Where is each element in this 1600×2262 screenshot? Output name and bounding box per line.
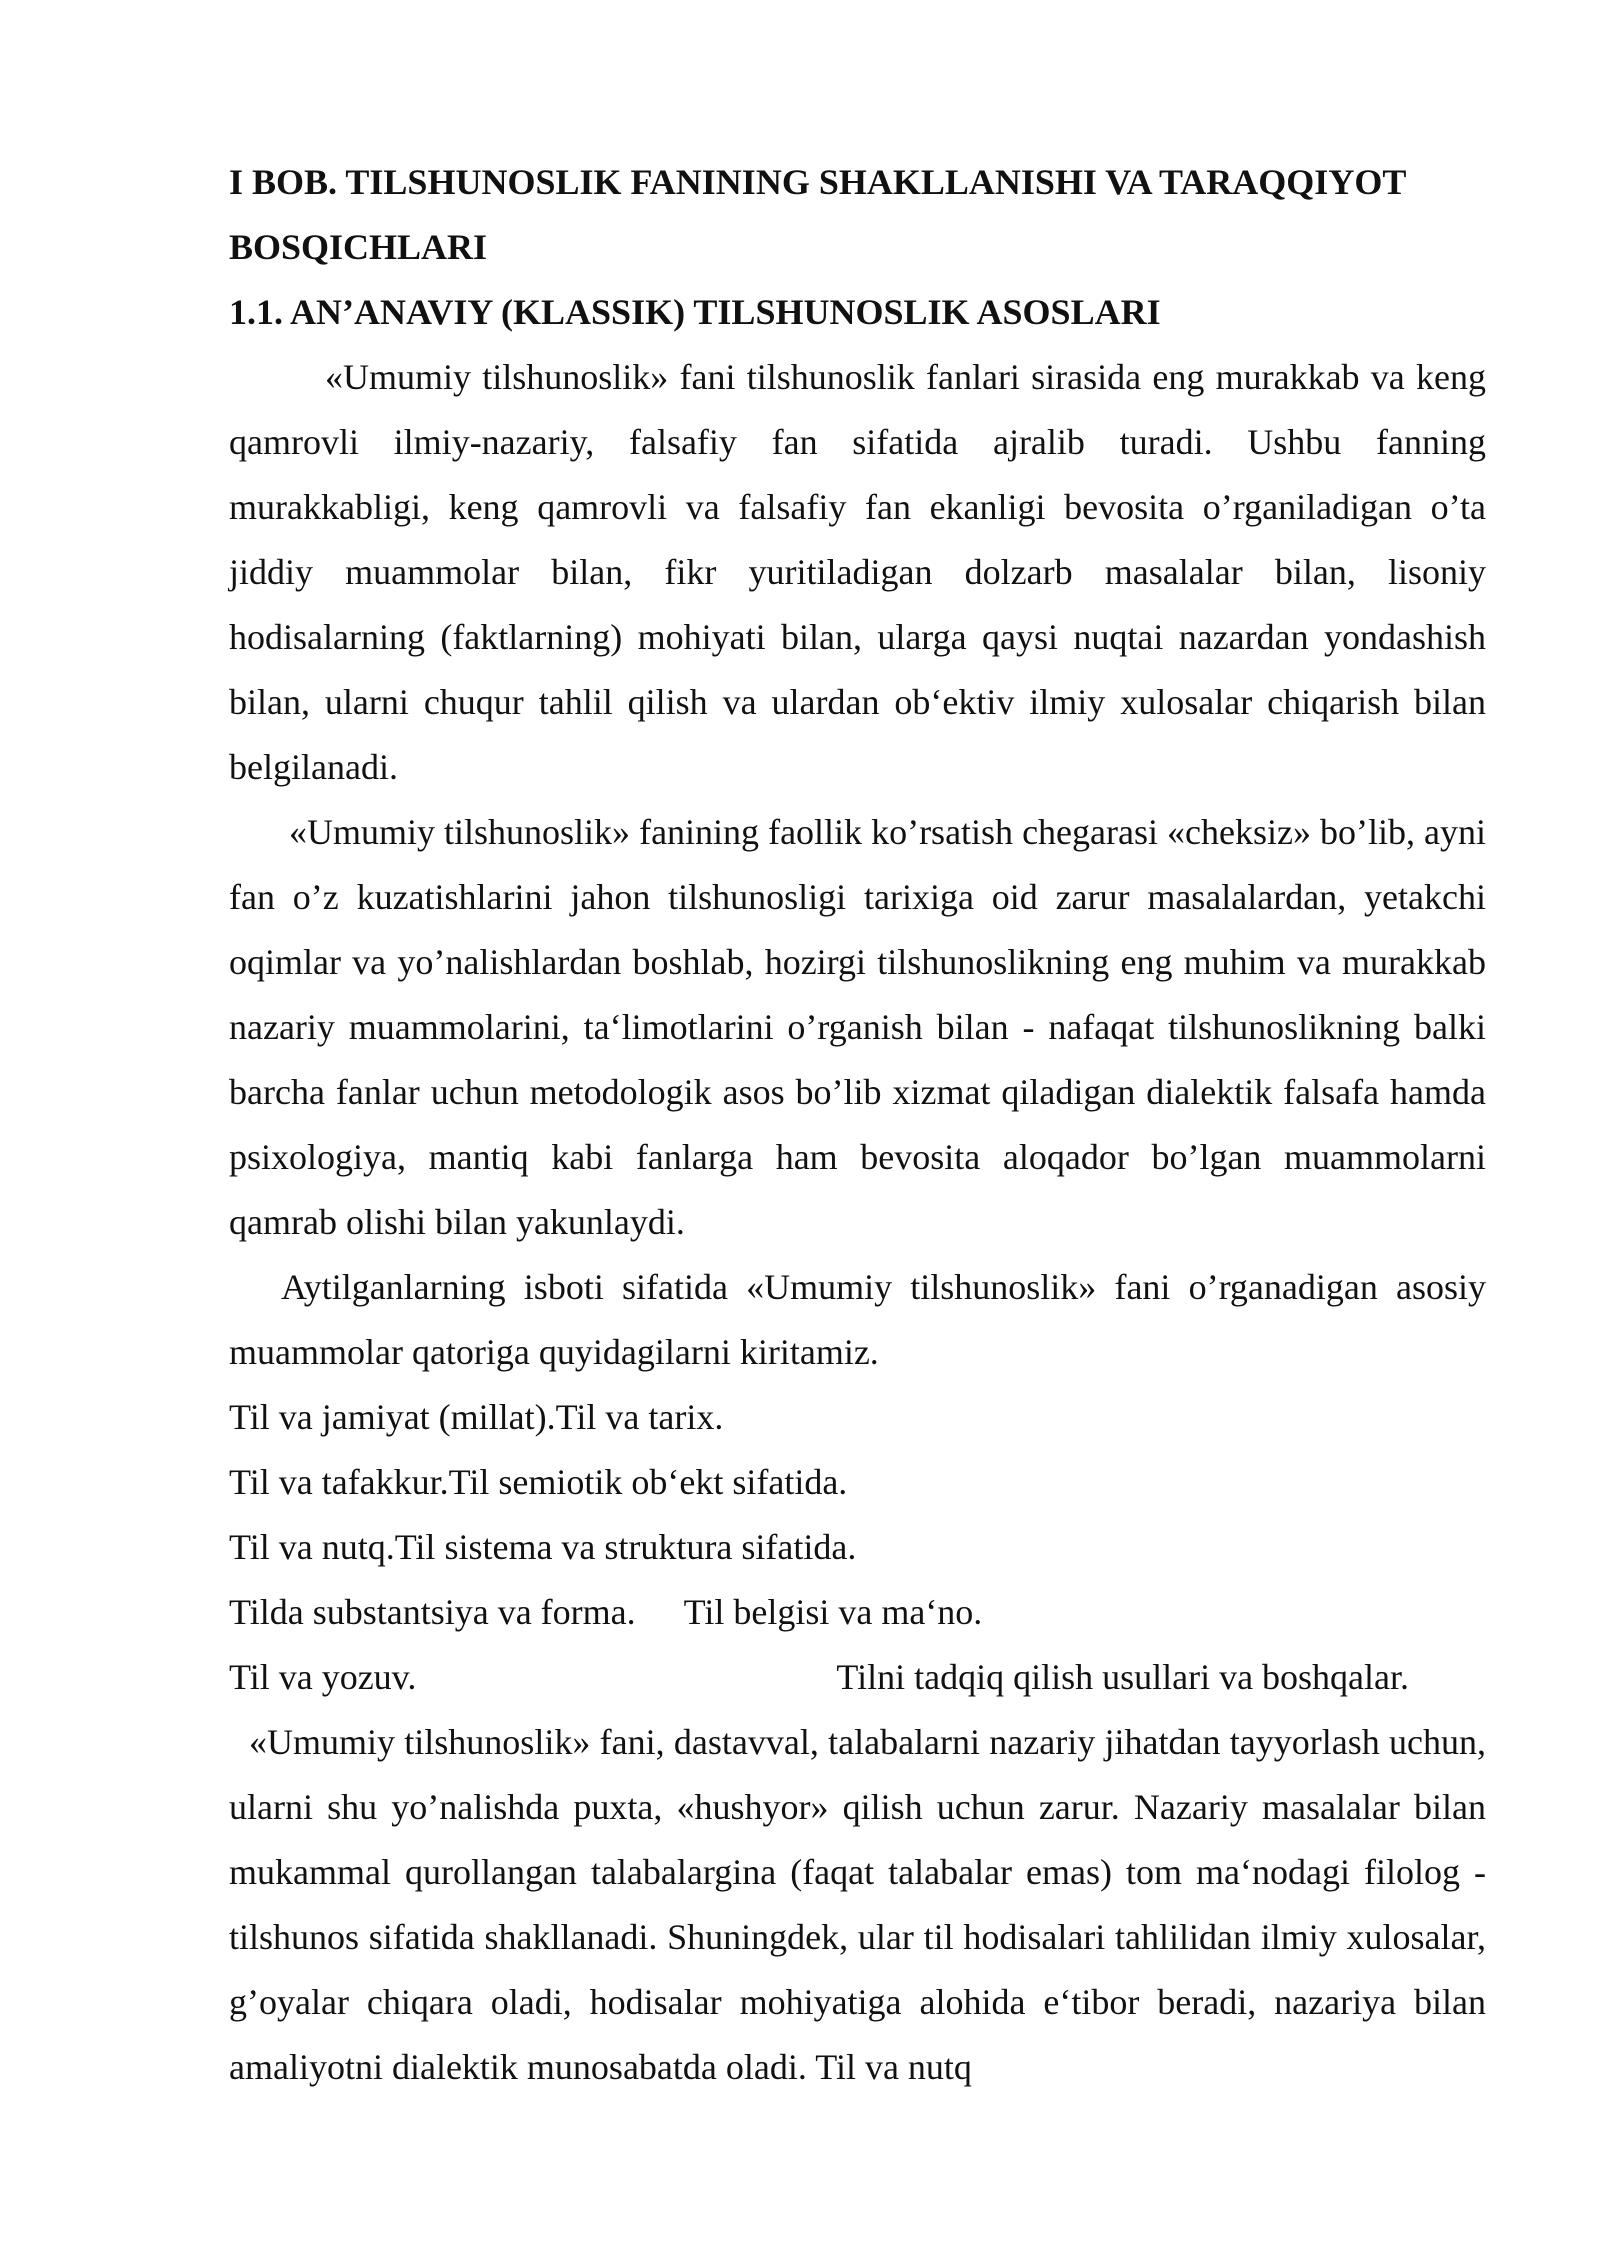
chapter-title: I BOB. TILSHUNOSLIK FANINING SHAKLLANISHI VA TARAQQIYOT BOSQICHLARI [229,162,1406,267]
topic-line: Til va tafakkur.Til semiotik ob‘ekt sifatida. [229,1462,848,1502]
topic-left: Til va yozuv. [229,1657,417,1697]
paragraph-scope: «Umumiy tilshunoslik» fanining faollik ko’rsatish chegarasi «cheksiz» bo’lib, ayni fan o’z kuzatishlarini jahon tilshunosligi tarixiga oid zarur masalalardan, yetakchi oqimlar va yo’nalishlardan boshlab, hozirgi tilshunoslikning eng muhim va murakkab nazariy muammolarini, ta‘limotlarini o’rganish bilan - nafaqat tilshunoslikning balki barcha fanlar uchun metodologik asos bo’lib xizmat qiladigan dialektik falsafa hamda psixologiya, mantiq kabi fanlarga ham bevosita aloqador bo’lgan muammolarni qamrab olishi bilan yakunlaydi. [229,812,1486,1242]
paragraph-intro: «Umumiy tilshunoslik» fani tilshunoslik fanlari sirasida eng murakkab va keng qamrovli ilmiy-nazariy, falsafiy fan sifatida ajralib turadi. Ushbu fanning murakkabligi, keng qamrovli va falsafiy fan ekanligi bevosita o’rganiladigan o’ta jiddiy muammolar bilan, fikr yuritiladigan dolzarb masalalar bilan, lisoniy hodisalarning (faktlarning) mohiyati bilan, ularga qaysi nuqtai nazardan yondashish bilan, ularni chuqur tahlil qilish va ulardan ob‘ektiv ilmiy xulosalar chiqarish bilan belgilanadi. [229,357,1486,787]
section-title: 1.1. AN’ANAVIY (KLASSIK) TILSHUNOSLIK ASOSLARI [229,292,1161,332]
topic-line: Til va nutq.Til sistema va struktura sifatida. [229,1527,857,1567]
topic-left: Tilda substantsiya va forma. [229,1592,636,1632]
topic-pair-line [229,1580,1486,1645]
paragraph-closing: «Umumiy tilshunoslik» fani, dastavval, talabalarni nazariy jihatdan tayyorlash uchun, ularni shu yo’nalishda puxta, «hushyor» qilish uchun zarur. Nazariy masalalar bilan mukammal qurollangan talabalargina (faqat talabalar emas) tom ma‘nodagi filolog - tilshunos sifatida shakllanadi. Shuningdek, ular til hodisalari tahlilidan ilmiy xulosalar, g’oyalar chiqara oladi, hodisalar mohiyatiga alohida e‘tibor beradi, nazariya bilan amaliyotni dialektik munosabatda oladi. Til va nutq [229,1722,1486,2087]
topic-line: Til va jamiyat (millat).Til va tarix. [229,1397,724,1437]
topic-right: Til belgisi va ma‘no. [683,1592,983,1632]
topic-right: Tilni tadqiq qilish usullari va boshqalar. [836,1657,1410,1697]
paragraph-problems: Aytilganlarning isboti sifatida «Umumiy tilshunoslik» fani o’rganadigan asosiy muammolar qatoriga quyidagilarni kiritamiz. [229,1267,1486,1372]
document-page [229,150,1486,2100]
topic-pair-line [229,1645,1486,1710]
